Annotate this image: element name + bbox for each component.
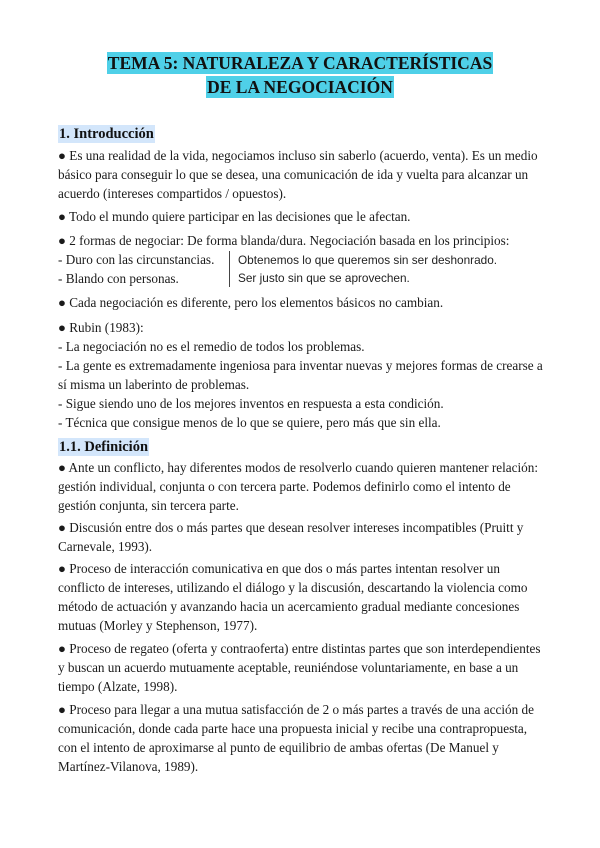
definition-text-5: ● Proceso para llegar a una mutua satisfacción de 2 o más partes a través de una acción de comunicación, donde cada parte hace una propuesta inicial y recibe una contrapropuesta, con el intento de aproximarse al punto de equilibrio de ambas ofertas (De Manuel y Martínez-Vilanova, 1989). bbox=[58, 702, 534, 774]
rubin-title: ● Rubin (1983): bbox=[58, 320, 144, 335]
principle-item-1: - Duro con las circunstancias. bbox=[58, 252, 215, 267]
definition-paragraph-4 bbox=[58, 639, 544, 696]
definition-paragraph-3 bbox=[58, 559, 544, 635]
definition-text-1: ● Ante un conflicto, hay diferentes modos de resolverlo cuando quieren mantener relación: gestión individual, conjunta o con tercera parte. Podemos definirlo como el intento de gestión conjunta, sin tercera parte. bbox=[58, 460, 538, 513]
intro-text-3: ● 2 formas de negociar: De forma blanda/dura. Negociación basada en los principios: bbox=[58, 233, 510, 248]
rubin-item-4: - Técnica que consigue menos de lo que se quiere, pero más que sin ella. bbox=[58, 415, 441, 430]
definition-paragraph-1 bbox=[58, 458, 544, 515]
intro-paragraph-1 bbox=[58, 146, 544, 203]
title-line-2: DE LA NEGOCIACIÓN bbox=[207, 77, 393, 97]
intro-paragraph-2 bbox=[58, 207, 544, 226]
definition-text-2: ● Discusión entre dos o más partes que desean resolver intereses incompatibles (Pruitt y Carnevale, 1993). bbox=[58, 520, 524, 554]
definition-paragraph-2 bbox=[58, 518, 544, 556]
rubin-item-1: - La negociación no es el remedio de todos los problemas. bbox=[58, 339, 365, 354]
principles-explanation bbox=[229, 251, 497, 287]
section-heading-introduccion: 1. Introducción bbox=[59, 126, 154, 142]
intro-text-4: ● Cada negociación es diferente, pero los elementos básicos no cambian. bbox=[58, 295, 444, 310]
definition-paragraph-5 bbox=[58, 700, 544, 776]
intro-paragraph-5 bbox=[58, 318, 544, 432]
rubin-item-2: - La gente es extremadamente ingeniosa para inventar nuevas y mejores formas de crearse a sí misma un laberinto de problemas. bbox=[58, 358, 543, 392]
intro-text-2: ● Todo el mundo quiere participar en las decisiones que le afectan. bbox=[58, 209, 411, 224]
principle-explanation-2: Ser justo sin que se aprovechen. bbox=[238, 271, 410, 285]
section-heading-definicion: 1.1. Definición bbox=[59, 439, 149, 455]
title-line-1: TEMA 5: NATURALEZA Y CARACTERÍSTICAS bbox=[107, 53, 493, 73]
intro-text-1: ● Es una realidad de la vida, negociamos incluso sin saberlo (acuerdo, venta). Es un medio básico para conseguir lo que se desea, una comunicación de ida y vuelta para alcanzar un acuerdo (intereses compartidos / opuestos). bbox=[58, 148, 538, 201]
intro-paragraph-4 bbox=[58, 293, 544, 312]
rubin-item-3: - Sigue siendo uno de los mejores inventos en respuesta a esta condición. bbox=[58, 396, 444, 411]
definition-text-3: ● Proceso de interacción comunicativa en que dos o más partes intentan resolver un conflicto de intereses, utilizando el diálogo y la discusión, descartando la violencia como método de actuación y avanzando hacia un acercamiento gradual mediante concesiones mutuas (Morley y Stephenson, 1977). bbox=[58, 561, 528, 633]
principle-item-2: - Blando con personas. bbox=[58, 271, 179, 286]
definition-text-4: ● Proceso de regateo (oferta y contraoferta) entre distintas partes que son interdependientes y buscan un acuerdo mutuamente aceptable, reuniéndose voluntariamente, en base a un tiempo (Alzate, 1998). bbox=[58, 641, 541, 694]
page-title bbox=[0, 52, 600, 100]
principle-explanation-1: Obtenemos lo que queremos sin ser deshonrado. bbox=[238, 253, 498, 267]
